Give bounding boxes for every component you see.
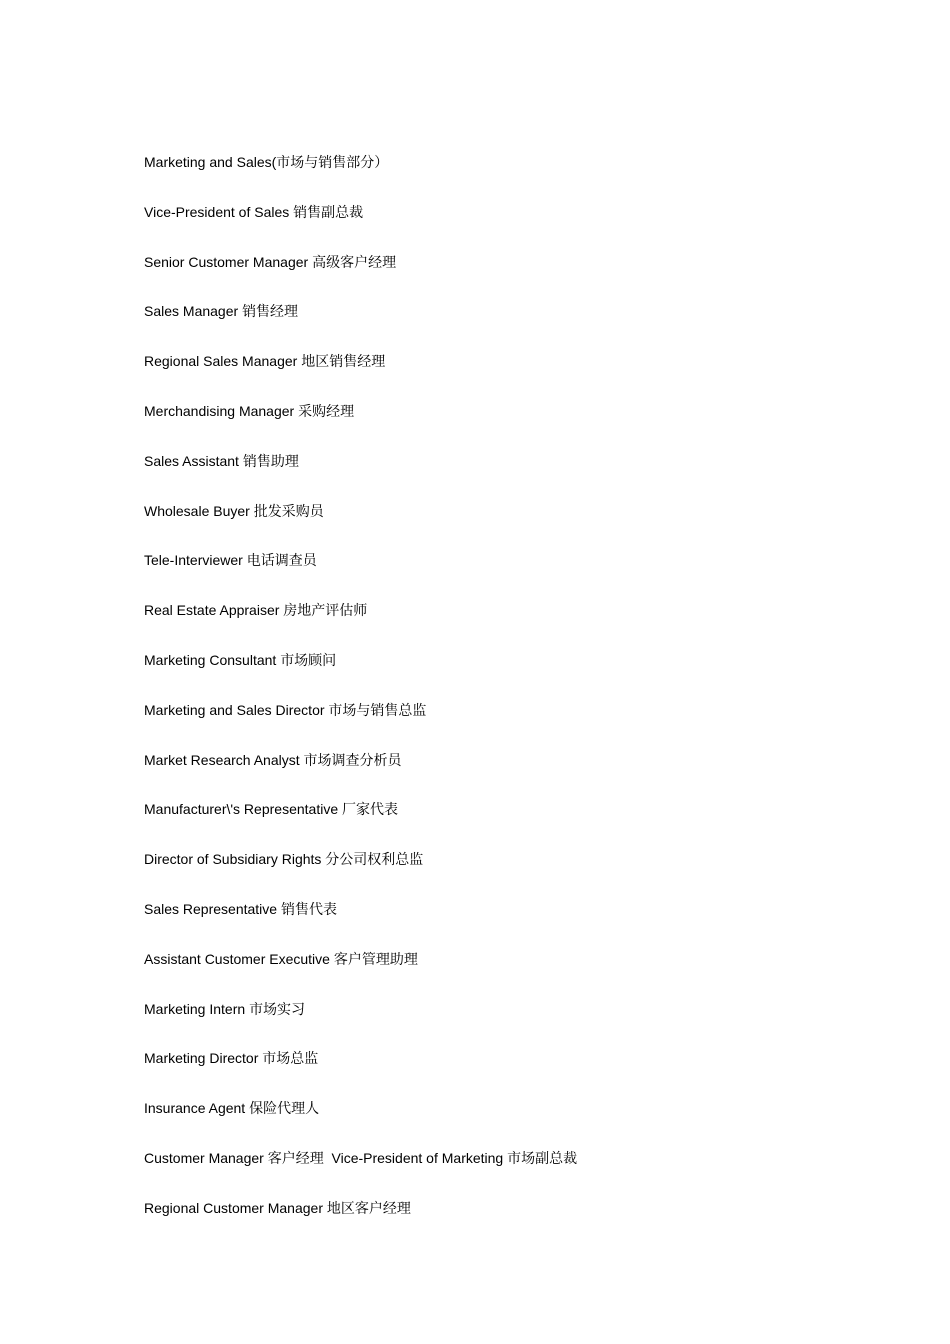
- chinese-title: 市场与销售总监: [328, 702, 427, 719]
- english-title: Merchandising Manager: [144, 402, 299, 419]
- list-item: [144, 202, 577, 252]
- job-title-list: [144, 152, 577, 1248]
- chinese-title: 市场总监: [262, 1051, 319, 1068]
- chinese-title: 销售副总裁: [293, 204, 364, 221]
- chinese-title: 批发采购员: [253, 503, 324, 520]
- chinese-title: 市场实习: [249, 1001, 306, 1018]
- chinese-title: 地区销售经理: [301, 354, 386, 371]
- list-item: [144, 849, 577, 899]
- english-title: Marketing Consultant: [144, 651, 281, 668]
- english-title: Sales Representative: [144, 900, 281, 917]
- list-item: [144, 1048, 577, 1098]
- english-title: Vice-President of Sales: [144, 203, 294, 220]
- list-item: [144, 301, 577, 351]
- english-title: Customer Manager: [144, 1149, 268, 1166]
- list-item: [144, 799, 577, 849]
- list-item: [144, 1098, 577, 1148]
- english-title: Wholesale Buyer: [144, 502, 254, 519]
- chinese-title: 市场顾问: [280, 652, 337, 669]
- english-title: Insurance Agent: [144, 1100, 250, 1117]
- english-title: Marketing and Sales(: [144, 154, 277, 170]
- english-title: Assistant Customer Executive: [144, 950, 334, 967]
- list-item: [144, 550, 577, 600]
- list-item: [144, 700, 577, 750]
- list-item: [144, 252, 577, 302]
- list-item: [144, 650, 577, 700]
- chinese-title: 分公司权利总监: [325, 852, 424, 869]
- english-title: Senior Customer Manager: [144, 253, 313, 270]
- english-title: Manufacturer\'s Representative: [144, 801, 342, 818]
- chinese-title: 高级客户经理: [312, 254, 397, 271]
- english-title: Marketing Intern: [144, 1000, 250, 1017]
- english-title: Market Research Analyst: [144, 751, 304, 768]
- chinese-title: 房地产评估师: [283, 603, 368, 620]
- english-title: Real Estate Appraiser: [144, 602, 284, 619]
- list-item: [144, 501, 577, 551]
- list-item: [144, 152, 577, 202]
- english-title: Regional Customer Manager: [144, 1199, 327, 1216]
- chinese-title: 采购经理: [298, 403, 355, 420]
- english-title-second: Vice-President of Marketing: [323, 1149, 508, 1166]
- chinese-title: 市场调查分析员: [303, 752, 402, 769]
- list-item: [144, 999, 577, 1049]
- english-title: Sales Manager: [144, 303, 243, 320]
- chinese-title: 保险代理人: [249, 1101, 320, 1118]
- chinese-title: 市场与销售部分）: [276, 155, 389, 171]
- chinese-title: 销售经理: [242, 304, 299, 321]
- list-item: [144, 750, 577, 800]
- chinese-title: 厂家代表: [342, 802, 398, 819]
- english-title: Director of Subsidiary Rights: [144, 851, 326, 868]
- english-title: Marketing Director: [144, 1050, 263, 1067]
- list-item: [144, 600, 577, 650]
- english-title: Tele-Interviewer: [144, 552, 247, 569]
- list-item: [144, 1198, 577, 1248]
- list-item: [144, 351, 577, 401]
- list-item: [144, 899, 577, 949]
- list-item: [144, 949, 577, 999]
- list-item: [144, 1148, 577, 1198]
- chinese-title-second: 市场副总裁: [507, 1150, 578, 1167]
- chinese-title: 客户管理助理: [333, 951, 418, 968]
- english-title: Marketing and Sales Director: [144, 701, 329, 718]
- english-title: Regional Sales Manager: [144, 353, 302, 370]
- list-item: [144, 451, 577, 501]
- chinese-title: 客户经理: [267, 1150, 324, 1167]
- chinese-title: 地区客户经理: [326, 1200, 411, 1217]
- chinese-title: 销售代表: [280, 901, 337, 918]
- list-item: [144, 401, 577, 451]
- chinese-title: 销售助理: [242, 453, 299, 470]
- english-title: Sales Assistant: [144, 452, 243, 469]
- chinese-title: 电话调查员: [246, 553, 317, 570]
